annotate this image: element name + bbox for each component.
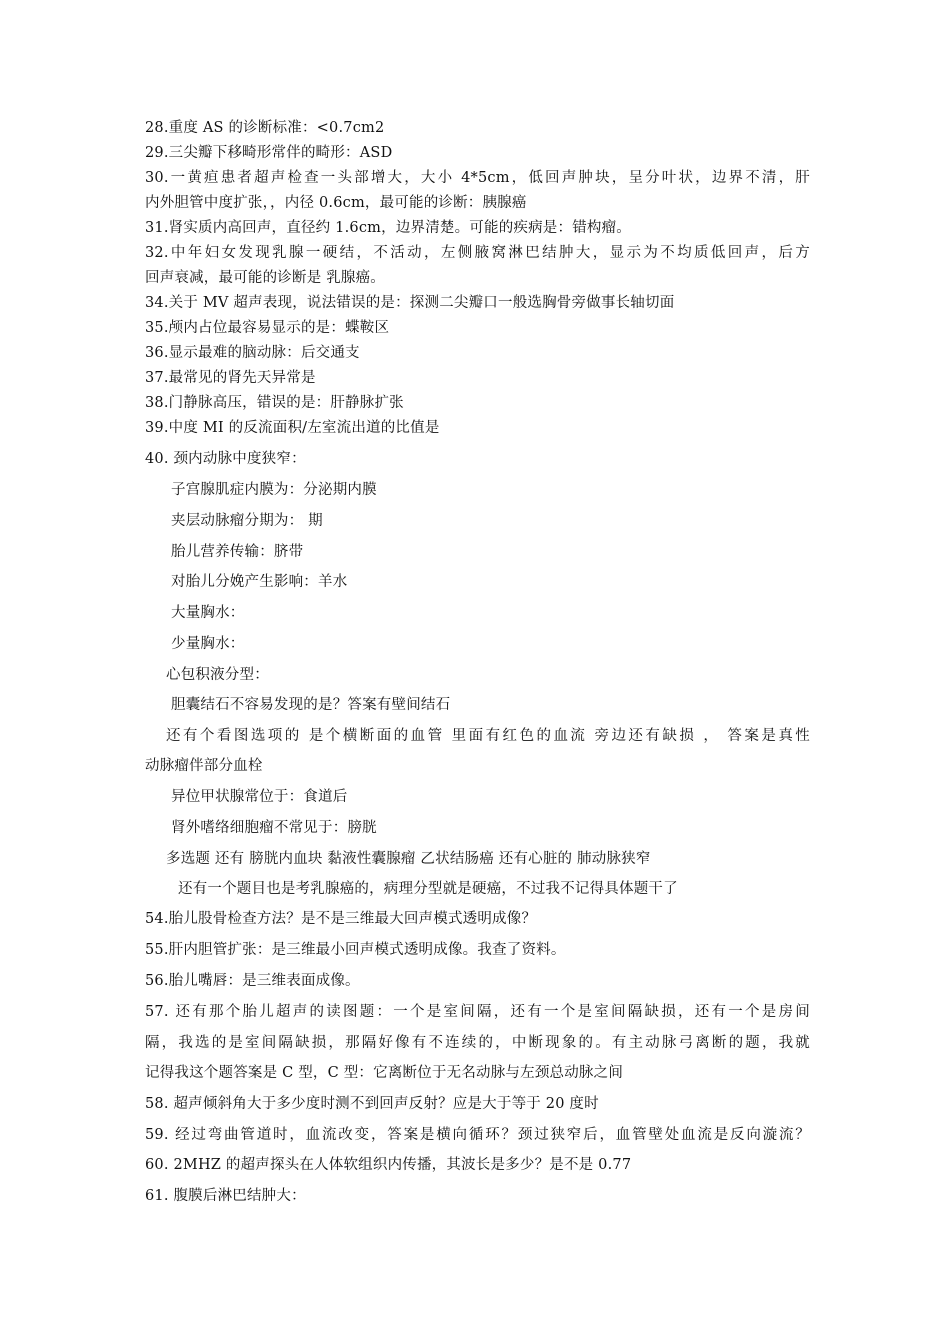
text-line: 记得我这个题答案是 C 型，C 型：它离断位于无名动脉与左颈总动脉之间	[145, 1065, 624, 1081]
text-line: 40. 颈内动脉中度狭窄：	[145, 451, 306, 467]
text-line: 夹层动脉瘤分期为： 期	[171, 513, 323, 529]
text-line: 多选题 还有 膀胱内血块 黏液性囊腺瘤 乙状结肠癌 还有心脏的 肺动脉狭窄	[166, 851, 651, 867]
text-line: 胆囊结石不容易发现的是？答案有壁间结石	[171, 697, 451, 713]
text-line: 28.重度 AS 的诊断标准：<0.7cm2	[145, 120, 385, 136]
text-line: 肾外嗜络细胞瘤不常见于：膀胱	[171, 820, 377, 836]
text-line: 60. 2MHZ 的超声探头在人体软组织内传播，其波长是多少？是不是 0.77	[145, 1157, 632, 1173]
text-line: 异位甲状腺常位于：食道后	[171, 789, 348, 805]
text-line: 29.三尖瓣下移畸形常伴的畸形：ASD	[145, 145, 393, 161]
text-line: 36.显示最难的脑动脉：后交通支	[145, 345, 360, 361]
text-line: 隔，我选的是室间隔缺损，那隔好像有不连续的，中断现象的。有主动脉弓离断的题，我就	[145, 1035, 810, 1051]
text-line: 39.中度 MI 的反流面积/左室流出道的比值是	[145, 420, 440, 436]
text-line: 大量胸水：	[171, 605, 245, 621]
text-line: 55.肝内胆管扩张：是三维最小回声模式透明成像。我查了资料。	[145, 942, 566, 958]
text-line: 34.关于 MV 超声表现，说法错误的是：探测二尖瓣口一般选胸骨旁做事长轴切面	[145, 295, 675, 311]
text-line: 回声衰减，最可能的诊断是 乳腺癌。	[145, 270, 386, 286]
text-line: 54.胎儿股骨检查方法？是不是三维最大回声模式透明成像？	[145, 911, 537, 927]
text-line: 59. 经过弯曲管道时，血流改变，答案是横向循环？颈过狭窄后，血管壁处血流是反向漩流？	[145, 1127, 810, 1143]
text-line: 57. 还有那个胎儿超声的读图题：一个是室间隔，还有一个是室间隔缺损，还有一个是房间	[145, 1004, 810, 1020]
text-line: 还有一个题目也是考乳腺癌的，病理分型就是硬癌，不过我不记得具体题干了	[178, 881, 678, 897]
text-line: 56.胎儿嘴唇：是三维表面成像。	[145, 973, 360, 989]
text-line: 35.颅内占位最容易显示的是：蝶鞍区	[145, 320, 390, 336]
text-line: 30.一黄疸患者超声检查一头部增大，大小 4*5cm，低回声肿块，呈分叶状，边界不清，肝	[145, 170, 810, 186]
text-line: 31.肾实质内高回声，直径约 1.6cm，边界清楚。可能的疾病是：错构瘤。	[145, 220, 631, 236]
text-line: 动脉瘤伴部分血栓	[145, 758, 263, 774]
text-line: 少量胸水：	[171, 636, 245, 652]
text-line: 胎儿营养传输：脐带	[171, 544, 304, 560]
text-line: 还有个看图选项的 是个横断面的血管 里面有红色的血流 旁边还有缺损 ， 答案是真性	[166, 728, 810, 744]
text-line: 32.中年妇女发现乳腺一硬结，不活动，左侧腋窝淋巴结肿大，显示为不均质低回声，后方	[145, 245, 810, 261]
text-line: 58. 超声倾斜角大于多少度时测不到回声反射？应是大于等于 20 度时	[145, 1096, 599, 1112]
text-line: 37.最常见的肾先天异常是	[145, 370, 316, 386]
text-line: 子宫腺肌症内膜为：分泌期内膜	[171, 482, 377, 498]
text-line: 心包积液分型：	[166, 667, 269, 683]
text-line: 对胎儿分娩产生影响：羊水	[171, 574, 348, 590]
text-line: 38.门静脉高压，错误的是：肝静脉扩张	[145, 395, 404, 411]
text-line: 内外胆管中度扩张，，内径 0.6cm，最可能的诊断：胰腺癌	[145, 195, 527, 211]
text-line: 61. 腹膜后淋巴结肿大：	[145, 1188, 306, 1204]
